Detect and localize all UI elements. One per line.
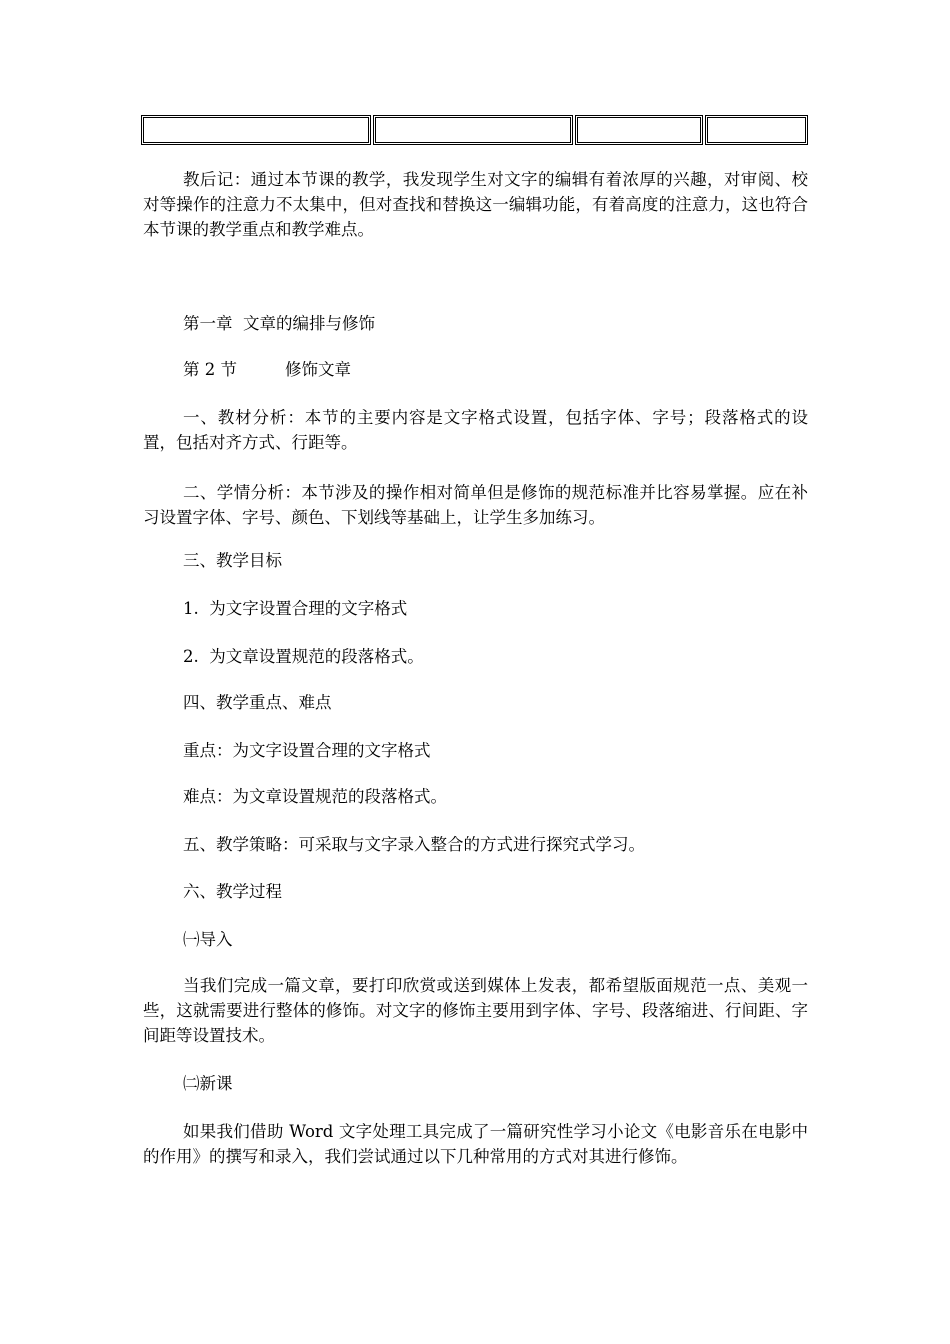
section-heading (183, 357, 351, 382)
material-analysis-paragraph: 一、教材分析：本节的主要内容是文字格式设置，包括字体、字号；段落格式的设置，包括对齐方式、行距等。 (143, 408, 808, 452)
goal-item-2: 2. 为文章设置规范的段落格式。 (183, 647, 424, 666)
intro-heading: ㈠导入 (183, 930, 233, 949)
table-cell (575, 115, 703, 145)
table-cell (373, 115, 573, 145)
new-lesson-paragraph: 如果我们借助 Word 文字处理工具完成了一篇研究性学习小论文《电影音乐在电影中的作用》的撰写和录入，我们尝试通过以下几种常用的方式对其进行修饰。 (143, 1122, 808, 1166)
teaching-process-heading: 六、教学过程 (183, 882, 282, 901)
intro-paragraph: 当我们完成一篇文章，要打印欣赏或送到媒体上发表，都希望版面规范一点、美观一些，这就需要进行整体的修饰。对文字的修饰主要用到字体、字号、段落缩进、行间距、字间距等设置技术。 (143, 976, 808, 1045)
key-difficult-heading: 四、教学重点、难点 (183, 693, 332, 712)
goal-item-1: 1. 为文字设置合理的文字格式 (183, 599, 408, 618)
table-cell (705, 115, 808, 145)
afterword-paragraph: 教后记：通过本节课的教学，我发现学生对文字的编辑有着浓厚的兴趣，对审阅、校对等操作的注意力不太集中，但对查找和替换这一编辑功能，有着高度的注意力，这也符合本节课的教学重点和教学难点。 (143, 170, 808, 239)
student-analysis-paragraph: 二、学情分析：本节涉及的操作相对简单但是修饰的规范标准并比容易掌握。应在补习设置字体、字号、颜色、下划线等基础上，让学生多加练习。 (143, 483, 808, 527)
table-row (141, 115, 810, 145)
section-number: 第 2 节 (183, 360, 237, 379)
difficult-point: 难点：为文章设置规范的段落格式。 (183, 787, 447, 806)
section-title: 修饰文章 (285, 360, 351, 379)
teaching-strategy: 五、教学策略：可采取与文字录入整合的方式进行探究式学习。 (183, 835, 645, 854)
table-cell (141, 115, 371, 145)
new-lesson-heading: ㈡新课 (183, 1074, 233, 1093)
key-point: 重点：为文字设置合理的文字格式 (183, 741, 431, 760)
chapter-title: 第一章 文章的编排与修饰 (183, 314, 375, 333)
teaching-goals-heading: 三、教学目标 (183, 551, 282, 570)
